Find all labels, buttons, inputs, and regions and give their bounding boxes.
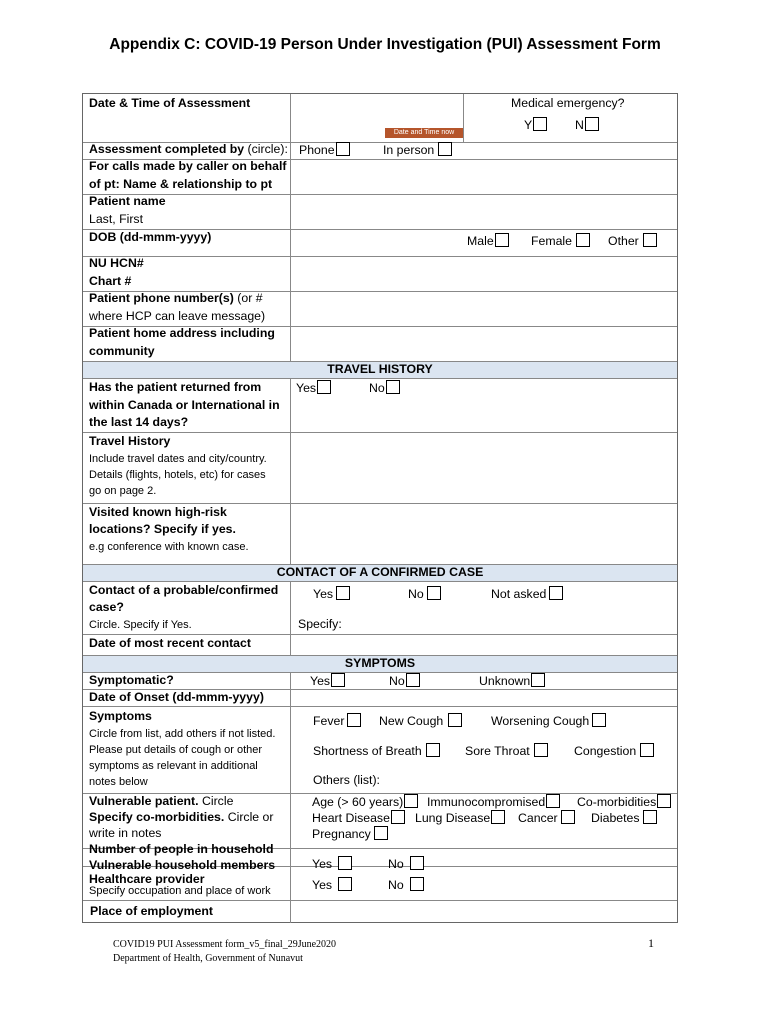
row-divider bbox=[83, 432, 677, 433]
option-label: Unknown bbox=[479, 674, 531, 688]
checkbox[interactable] bbox=[410, 877, 424, 891]
checkbox[interactable] bbox=[561, 810, 575, 824]
option-label: In person bbox=[383, 143, 435, 157]
patient-name-label: Patient name bbox=[89, 194, 166, 208]
column-divider bbox=[290, 94, 291, 361]
option-label: Yes bbox=[312, 878, 333, 892]
travel-history-note-1: Include travel dates and city/country. bbox=[89, 453, 267, 465]
column-divider bbox=[290, 378, 291, 564]
checkbox[interactable] bbox=[534, 743, 548, 757]
comorb-lung-option[interactable] bbox=[415, 810, 505, 826]
contact-section-header: CONTACT OF A CONFIRMED CASE bbox=[276, 565, 484, 579]
option-label: Yes bbox=[310, 674, 331, 688]
checkbox[interactable] bbox=[549, 586, 563, 600]
symptoms-note-2: Please put details of cough or other bbox=[89, 744, 263, 756]
checkbox[interactable] bbox=[546, 794, 560, 808]
caller-behalf-label-2: of pt: Name & relationship to pt bbox=[89, 177, 273, 191]
symptom-congestion-option[interactable] bbox=[574, 743, 654, 759]
symptoms-section-header: SYMPTOMS bbox=[344, 656, 416, 670]
row-divider bbox=[83, 256, 677, 257]
contact-no-option[interactable] bbox=[408, 586, 441, 602]
checkbox[interactable] bbox=[331, 673, 345, 687]
checkbox[interactable] bbox=[495, 233, 509, 247]
label-rest: (or # bbox=[233, 291, 263, 305]
label-bold: Patient phone number(s) bbox=[89, 291, 234, 305]
contact-specify-label: Specify: bbox=[298, 617, 342, 631]
visited-label-2: locations? Specify if yes. bbox=[89, 522, 236, 536]
dob-label: DOB (dd-mmm-yyyy) bbox=[89, 230, 212, 244]
date-time-label: Date & Time of Assessment bbox=[89, 96, 251, 110]
assessment-by-label bbox=[89, 141, 288, 159]
label-bold: Assessment completed by bbox=[89, 142, 245, 156]
option-label: Not asked bbox=[491, 587, 547, 601]
symptomatic-unknown-option[interactable] bbox=[479, 673, 545, 689]
checkbox[interactable] bbox=[410, 856, 424, 870]
option-label: No bbox=[388, 878, 404, 892]
symptom-others-label: Others (list): bbox=[313, 773, 380, 787]
chart-label: Chart # bbox=[89, 274, 132, 288]
option-label: No bbox=[388, 857, 404, 871]
hcn-label: NU HCN# bbox=[89, 256, 144, 270]
label-bold: Vulnerable patient. bbox=[89, 794, 199, 808]
checkbox[interactable] bbox=[338, 856, 352, 870]
checkbox[interactable] bbox=[640, 743, 654, 757]
option-label: Worsening Cough bbox=[491, 714, 590, 728]
symptom-sob-option[interactable] bbox=[313, 743, 440, 759]
checkbox[interactable] bbox=[533, 117, 547, 131]
checkbox[interactable] bbox=[438, 142, 452, 156]
checkbox[interactable] bbox=[448, 713, 462, 727]
comorb-diabetes-option[interactable] bbox=[591, 810, 657, 826]
footer-line-1: COVID19 PUI Assessment form_v5_final_29June2020 bbox=[113, 939, 337, 950]
option-label: Female bbox=[531, 234, 573, 248]
option-label: Shortness of Breath bbox=[313, 744, 422, 758]
checkbox[interactable] bbox=[406, 673, 420, 687]
household-count-label: Number of people in household bbox=[89, 842, 274, 856]
phone-numbers-label bbox=[89, 290, 263, 308]
symptom-sore-throat-option[interactable] bbox=[465, 743, 548, 759]
checkbox[interactable] bbox=[317, 380, 331, 394]
symptom-worsening-cough-option[interactable] bbox=[491, 713, 606, 729]
label-rest: Circle or bbox=[224, 810, 274, 824]
option-label: Heart Disease bbox=[312, 811, 390, 825]
home-address-label-2: community bbox=[89, 344, 155, 358]
assessment-form bbox=[82, 93, 678, 923]
footer-line-2: Department of Health, Government of Nunavut bbox=[113, 953, 303, 964]
symptomatic-yes-option[interactable] bbox=[310, 673, 345, 689]
contact-question-2: case? bbox=[89, 600, 124, 614]
contact-yes-option[interactable] bbox=[313, 586, 350, 602]
travel-history-note-3: go on page 2. bbox=[89, 485, 157, 497]
option-label: Y bbox=[524, 118, 533, 132]
assessment-in-person-option[interactable] bbox=[383, 142, 452, 158]
travel-section-header: TRAVEL HISTORY bbox=[327, 362, 433, 376]
comorb-pregnancy-option[interactable] bbox=[312, 826, 388, 842]
home-address-label-1: Patient home address including bbox=[89, 326, 275, 340]
option-label: Congestion bbox=[574, 744, 637, 758]
household-vulnerable-label: Vulnerable household members bbox=[89, 858, 276, 872]
option-label: Diabetes bbox=[591, 811, 640, 825]
employment-label: Place of employment bbox=[90, 904, 214, 918]
symptoms-note-1: Circle from list, add others if not listed. bbox=[89, 728, 276, 740]
column-divider bbox=[290, 672, 291, 923]
option-label: No bbox=[389, 674, 405, 688]
option-label: Immunocompromised bbox=[427, 795, 546, 809]
comorbidities-label bbox=[89, 809, 274, 825]
symptomatic-no-option[interactable] bbox=[389, 673, 420, 689]
checkbox[interactable] bbox=[386, 380, 400, 394]
sex-other-option[interactable] bbox=[608, 233, 657, 249]
checkbox[interactable] bbox=[427, 586, 441, 600]
option-label: No bbox=[369, 381, 385, 395]
option-label: Fever bbox=[313, 714, 345, 728]
assessment-phone-option[interactable] bbox=[299, 142, 350, 158]
option-label: Cancer bbox=[518, 811, 558, 825]
symptoms-note-4: notes below bbox=[89, 776, 148, 788]
medical-emergency-no[interactable] bbox=[575, 117, 599, 133]
hcp-label: Healthcare provider bbox=[89, 872, 205, 886]
checkbox[interactable] bbox=[426, 743, 440, 757]
checkbox[interactable] bbox=[491, 810, 505, 824]
option-label: Male bbox=[467, 234, 494, 248]
recent-contact-label: Date of most recent contact bbox=[89, 636, 251, 650]
checkbox[interactable] bbox=[374, 826, 388, 840]
comorb-cancer-option[interactable] bbox=[518, 810, 575, 826]
checkbox[interactable] bbox=[657, 794, 671, 808]
returned-label-1: Has the patient returned from bbox=[89, 380, 262, 394]
hcp-note: Specify occupation and place of work bbox=[89, 885, 271, 897]
option-label: Yes bbox=[312, 857, 333, 871]
patient-name-hint: Last, First bbox=[89, 212, 143, 226]
hcp-no-option[interactable] bbox=[388, 877, 424, 893]
visited-label-1: Visited known high-risk bbox=[89, 505, 227, 519]
checkbox[interactable] bbox=[404, 794, 418, 808]
option-label: New Cough bbox=[379, 714, 444, 728]
checkbox[interactable] bbox=[347, 713, 361, 727]
checkbox[interactable] bbox=[336, 142, 350, 156]
option-label: Pregnancy bbox=[312, 827, 371, 841]
checkbox[interactable] bbox=[585, 117, 599, 131]
symptoms-label: Symptoms bbox=[89, 709, 152, 723]
checkbox[interactable] bbox=[338, 877, 352, 891]
comorb-heart-option[interactable] bbox=[312, 810, 405, 826]
medical-emergency-label: Medical emergency? bbox=[511, 96, 625, 110]
travel-history-label: Travel History bbox=[89, 434, 171, 448]
onset-label: Date of Onset (dd-mmm-yyyy) bbox=[89, 690, 264, 704]
option-label: Co-morbidities bbox=[577, 795, 657, 809]
contact-note: Circle. Specify if Yes. bbox=[89, 619, 192, 631]
checkbox[interactable] bbox=[336, 586, 350, 600]
checkbox[interactable] bbox=[592, 713, 606, 727]
option-label: Other bbox=[608, 234, 639, 248]
page-number: 1 bbox=[648, 936, 654, 950]
returned-no-option[interactable] bbox=[369, 380, 400, 396]
option-label: Age (> 60 years) bbox=[312, 795, 404, 809]
sex-female-option[interactable] bbox=[531, 233, 590, 249]
option-label: Yes bbox=[313, 587, 334, 601]
page-title: Appendix C: COVID-19 Person Under Investigation (PUI) Assessment Form bbox=[109, 36, 661, 53]
contact-not-asked-option[interactable] bbox=[491, 586, 563, 602]
row-divider bbox=[83, 900, 677, 901]
symptoms-note-3: symptoms as relevant in additional bbox=[89, 760, 258, 772]
column-divider bbox=[463, 94, 464, 142]
option-label: No bbox=[408, 587, 424, 601]
option-label: Sore Throat bbox=[465, 744, 530, 758]
option-label: Lung Disease bbox=[415, 811, 491, 825]
visited-note: e.g conference with known case. bbox=[89, 541, 249, 553]
checkbox[interactable] bbox=[643, 233, 657, 247]
checkbox[interactable] bbox=[391, 810, 405, 824]
checkbox[interactable] bbox=[576, 233, 590, 247]
caller-behalf-label-1: For calls made by caller on behalf bbox=[89, 159, 287, 173]
checkbox[interactable] bbox=[643, 810, 657, 824]
column-divider bbox=[290, 581, 291, 655]
returned-yes-option[interactable] bbox=[296, 380, 331, 396]
option-label: N bbox=[575, 118, 584, 132]
option-label: Yes bbox=[296, 381, 317, 395]
returned-label-3: the last 14 days? bbox=[89, 415, 189, 429]
vulnerable-comorbidities-option[interactable] bbox=[577, 794, 671, 810]
household-vulnerable-yes-option[interactable] bbox=[312, 856, 352, 872]
footer bbox=[113, 938, 336, 966]
symptom-fever-option[interactable] bbox=[313, 713, 361, 729]
returned-label-2: within Canada or International in bbox=[89, 398, 280, 412]
vulnerable-label bbox=[89, 793, 233, 809]
contact-question-1: Contact of a probable/confirmed bbox=[89, 583, 279, 597]
write-notes-label: write in notes bbox=[89, 826, 162, 840]
sex-male-option[interactable] bbox=[467, 233, 509, 249]
travel-history-note-2: Details (flights, hotels, etc) for cases bbox=[89, 469, 266, 481]
symptom-new-cough-option[interactable] bbox=[379, 713, 462, 729]
checkbox[interactable] bbox=[531, 673, 545, 687]
label-bold: Specify co-morbidities. bbox=[89, 810, 225, 824]
vulnerable-immuno-option[interactable] bbox=[427, 794, 560, 810]
medical-emergency-yes[interactable] bbox=[524, 117, 547, 133]
option-label: Phone bbox=[299, 143, 335, 157]
label-rest: Circle bbox=[198, 794, 234, 808]
hcp-yes-option[interactable] bbox=[312, 877, 352, 893]
symptomatic-label: Symptomatic? bbox=[89, 673, 174, 687]
date-time-picker[interactable]: Date and Time now bbox=[385, 128, 463, 138]
household-vulnerable-no-option[interactable] bbox=[388, 856, 424, 872]
phone-numbers-hint: where HCP can leave message) bbox=[89, 309, 266, 323]
row-divider bbox=[83, 194, 677, 195]
label-rest: (circle): bbox=[244, 142, 288, 156]
vulnerable-age-option[interactable] bbox=[312, 794, 418, 810]
